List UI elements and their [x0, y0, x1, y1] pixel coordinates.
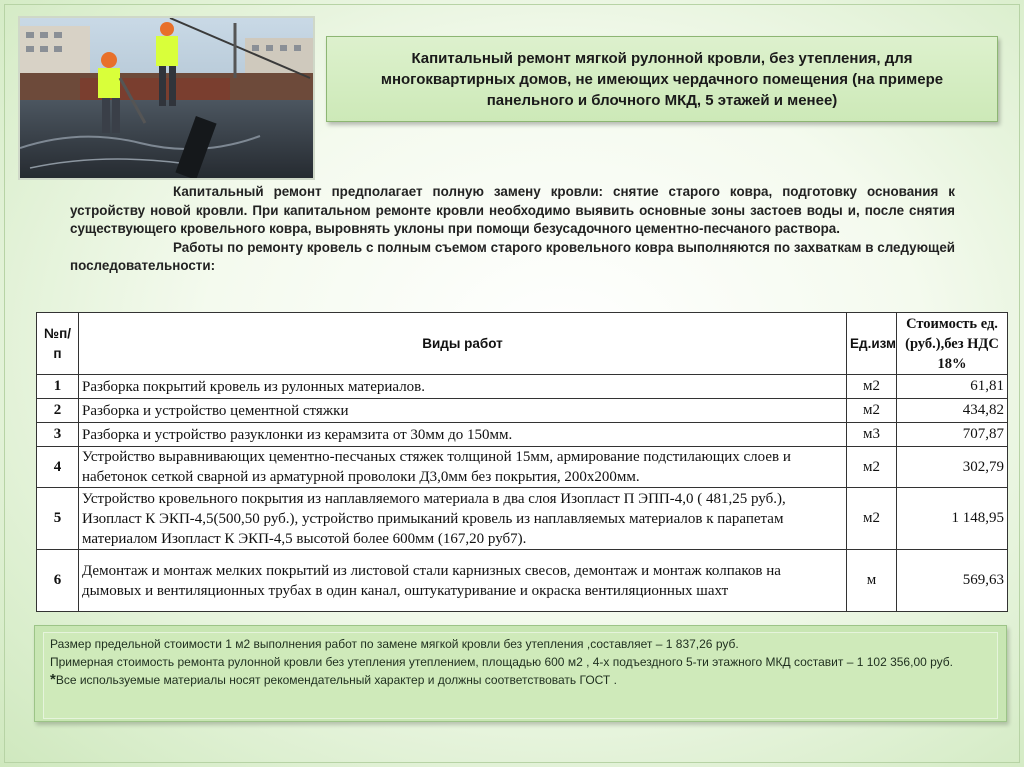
row-cost: 434,82: [897, 399, 1008, 423]
row-num: 5: [37, 488, 79, 550]
table-header-row: [37, 313, 1008, 375]
title-box: [326, 36, 998, 122]
row-unit: м2: [847, 399, 897, 423]
roof-workers-photo: [18, 16, 315, 180]
header-work: Виды работ: [79, 313, 847, 375]
row-work: Разборка и устройство разуклонки из керамзита от 30мм до 150мм.: [79, 423, 847, 447]
row-unit: м2: [847, 375, 897, 399]
summary-note-box: [34, 625, 1007, 722]
row-cost: 61,81: [897, 375, 1008, 399]
note-gost-text: Все используемые материалы носят рекомендательный характер и должны соответствовать ГОСТ .: [55, 673, 617, 687]
row-work: Устройство кровельного покрытия из наплавляемого материала в два слоя Изопласт П ЭПП-4,0 ( 481,25 руб.), Изопласт К ЭКП-4,5(500,50 руб.), устройство примыканий кровель из наплавляемых материалов к парапетам материалом Изопласт К ЭКП-4,5 высотой более 600мм (167,20 руб7).: [79, 488, 847, 550]
intro-paragraph-2: Работы по ремонту кровель с полным съемом старого кровельного ковра выполняются по захваткам в следующей последовательности:: [70, 239, 955, 273]
row-num: 2: [37, 399, 79, 423]
row-work: Разборка покрытий кровель из рулонных материалов.: [79, 375, 847, 399]
row-work: Демонтаж и монтаж мелких покрытий из листовой стали карнизных свесов, демонтаж и монтаж колпаков на дымовых и вентиляционных трубах в один канал, оштукатуривание и окраска вентиляционных шахт: [79, 550, 847, 612]
intro-text: [70, 183, 955, 276]
row-cost: 302,79: [897, 447, 1008, 488]
note-approx-cost: Примерная стоимость ремонта рулонной кровли без утепления утеплением, площадью 600 м2 , 4-х подъездного 5-ти этажного МКД составит – 1 102 356,00 руб.: [50, 655, 953, 669]
table-row: [37, 399, 1008, 423]
row-cost: 707,87: [897, 423, 1008, 447]
works-table: [36, 312, 1008, 612]
table-row: [37, 375, 1008, 399]
row-work: Разборка и устройство цементной стяжки: [79, 399, 847, 423]
header-num: №п/п: [37, 313, 79, 375]
row-num: 3: [37, 423, 79, 447]
row-num: 1: [37, 375, 79, 399]
table-row: [37, 423, 1008, 447]
row-num: 4: [37, 447, 79, 488]
table-row: [37, 488, 1008, 550]
slide-title: Капитальный ремонт мягкой рулонной кровли, без утепления, для многоквартирных домов, не имеющих чердачного помещения (на примере панельного и блочного МКД, 5 этажей и менее): [380, 49, 944, 109]
header-cost: Стоимость ед. (руб.),без НДС 18%: [897, 313, 1008, 375]
table-row: [37, 550, 1008, 612]
summary-note-inner: [43, 632, 998, 719]
row-unit: м: [847, 550, 897, 612]
row-unit: м3: [847, 423, 897, 447]
note-gost: [50, 671, 991, 689]
row-work: Устройство выравнивающих цементно-песчаных стяжек толщиной 15мм, армирование подстилающих слоев и набетонок сеткой сварной из арматурной проволоки Д3,0мм без покрытия, 200х200мм.: [79, 447, 847, 488]
row-cost: 1 148,95: [897, 488, 1008, 550]
row-num: 6: [37, 550, 79, 612]
row-unit: м2: [847, 488, 897, 550]
note-max-cost: Размер предельной стоимости 1 м2 выполнения работ по замене мягкой кровли без утепления ,составляет – 1 837,26 руб.: [50, 637, 739, 651]
note-star: *: [50, 671, 56, 688]
row-unit: м2: [847, 447, 897, 488]
header-unit: Ед.изм: [847, 313, 897, 375]
intro-paragraph-1: Капитальный ремонт предполагает полную замену кровли: снятие старого ковра, подготовку основания к устройству новой кровли. При капитальном ремонте кровли необходимо выявить основные зоны застоев воды и, после снятия существующего кровельного ковра, выровнять уклоны при помощи безусадочного цементно-песчаного раствора.: [70, 184, 955, 236]
table-row: [37, 447, 1008, 488]
row-cost: 569,63: [897, 550, 1008, 612]
